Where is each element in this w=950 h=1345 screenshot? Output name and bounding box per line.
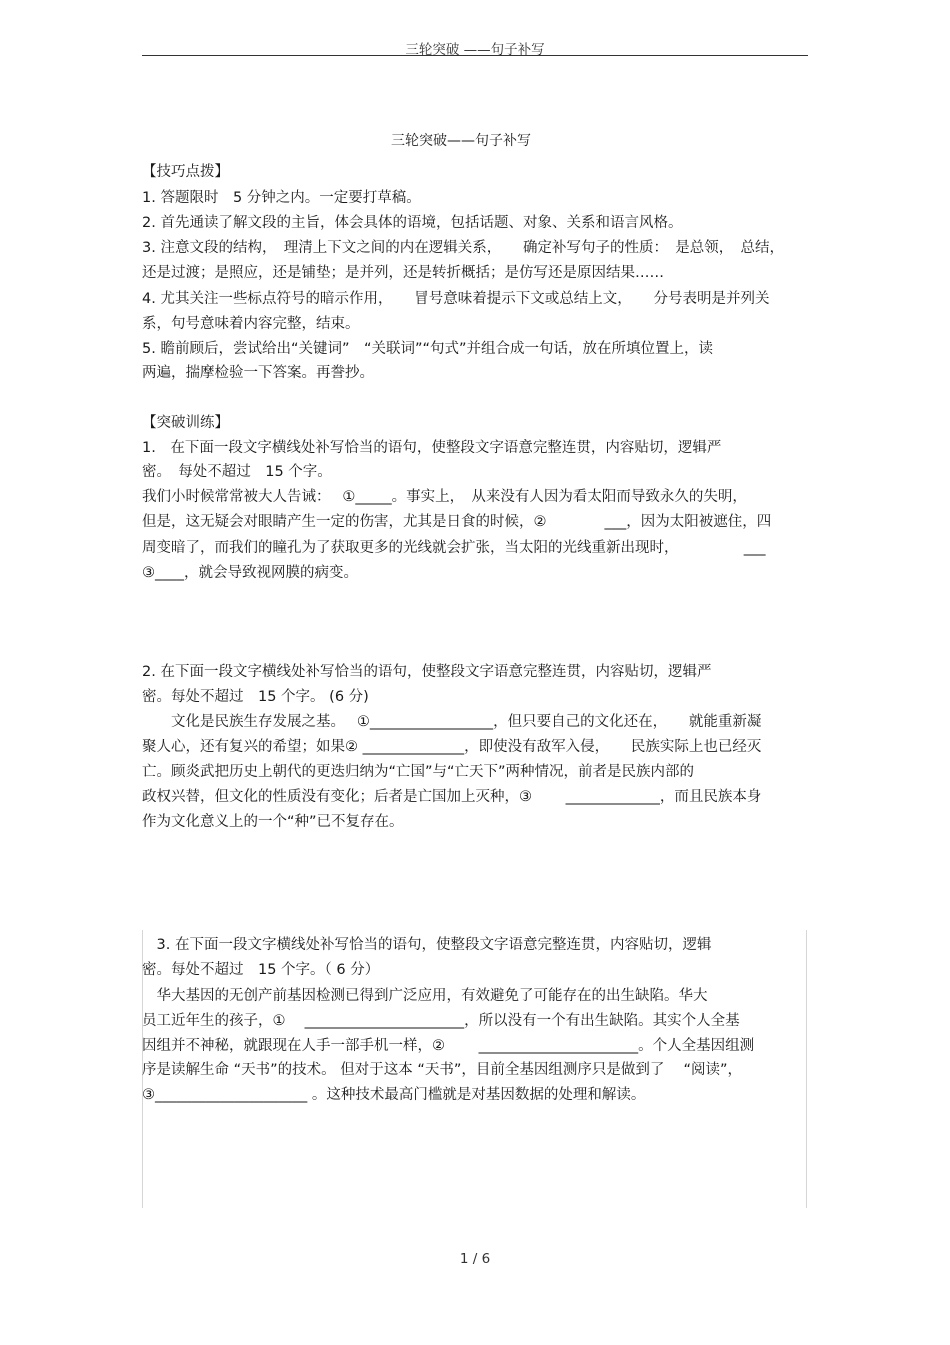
q2-line: 政权兴替，但文化的性质没有变化；后者是亡国加上灭种，③ _____________，而且民族本身 — [142, 789, 762, 805]
q1-line: 1. 在下面一段文字横线处补写恰当的语句，使整段文字语意完整连贯，内容贴切，逻辑严 — [142, 440, 722, 456]
tip-line: 2. 首先通读了解文段的主旨，体会具体的语境，包括话题、对象、关系和语言风格。 — [142, 215, 683, 231]
q2-line: 作为文化意义上的一个“种”已不复存在。 — [142, 814, 404, 830]
q3-line: 员工近年生的孩子，① ______________________，所以没有一个有出生缺陷。其实个人全基 — [142, 1013, 740, 1029]
page-number: 1 / 6 — [459, 1251, 491, 1267]
q1-line: 周变暗了，而我们的瞳孔为了获取更多的光线就会扩张，当太阳的光线重新出现时， ___ — [142, 540, 766, 556]
q3-line: ③_____________________ 。这种技术最高门槛就是对基因数据的处理和解读。 — [142, 1087, 646, 1103]
training-heading: 【突破训练】 — [142, 415, 229, 431]
q2-line: 密。每处不超过 15 个字。 (6 分) — [142, 689, 369, 705]
tip-line: 系，句号意味着内容完整，结束。 — [142, 316, 360, 332]
tip-line: 还是过渡；是照应，还是铺垫；是并列，还是转折概括；是仿写还是原因结果…… — [142, 265, 664, 281]
tips-heading: 【技巧点拨】 — [142, 164, 229, 180]
tip-line: 两遍，揣摩检验一下答案。再誊抄。 — [142, 365, 374, 381]
q1-line: 我们小时候常常被大人告诫： ①_____。事实上， 从来没有人因为看太阳而导致永久的失明， — [142, 489, 747, 505]
q2-line: 2. 在下面一段文字横线处补写恰当的语句，使整段文字语意完整连贯，内容贴切，逻辑严 — [142, 664, 712, 680]
q3-line: 序是读解生命 “天书”的技术。 但对于这本 “天书”，目前全基因组测序只是做到了 “阅读”， — [142, 1062, 743, 1078]
tip-line: 4. 尤其关注一些标点符号的暗示作用， 冒号意味着提示下文或总结上文， 分号表明是并列关 — [142, 291, 770, 307]
tip-line: 1. 答题限时 5 分钟之内。一定要打草稿。 — [142, 190, 421, 206]
q2-line: 聚人心，还有复兴的希望；如果② ______________，即使没有敌军入侵， 民族实际上也已经灭 — [142, 739, 762, 755]
q1-line: 但是，这无疑会对眼睛产生一定的伤害，尤其是日食的时候，② ___，因为太阳被遮住，四 — [142, 514, 772, 530]
page-header-title: 三轮突破 ——句子补写 — [405, 42, 545, 58]
q3-box-right-edge — [806, 930, 807, 1208]
header-divider — [142, 55, 808, 56]
q1-line: 密。 每处不超过 15 个字。 — [142, 464, 332, 480]
q3-line: 因组并不神秘，就跟现在人手一部手机一样，② ______________________。个人全基因组测 — [142, 1038, 755, 1054]
document-title: 三轮突破——句子补写 — [391, 133, 531, 149]
q2-line: 文化是民族生存发展之基。 ①_________________，但只要自己的文化还在， 就能重新凝 — [142, 714, 762, 730]
q1-line: ③____，就会导致视网膜的病变。 — [142, 565, 358, 581]
tip-line: 5. 瞻前顾后，尝试给出“关键词” “关联词”“句式”并组合成一句话，放在所填位置上，读 — [142, 341, 714, 357]
q3-line: 3. 在下面一段文字横线处补写恰当的语句，使整段文字语意完整连贯，内容贴切，逻辑 — [142, 937, 712, 953]
tip-line: 3. 注意文段的结构， 理清上下文之间的内在逻辑关系， 确定补写句子的性质： 是总领， 总结， — [142, 240, 784, 256]
q3-line: 华大基因的无创产前基因检测已得到广泛应用，有效避免了可能存在的出生缺陷。华大 — [142, 988, 708, 1004]
q3-line: 密。每处不超过 15 个字。（ 6 分） — [142, 962, 380, 978]
q2-line: 亡。顾炎武把历史上朝代的更迭归纳为“亡国”与“亡天下”两种情况，前者是民族内部的 — [142, 764, 695, 780]
